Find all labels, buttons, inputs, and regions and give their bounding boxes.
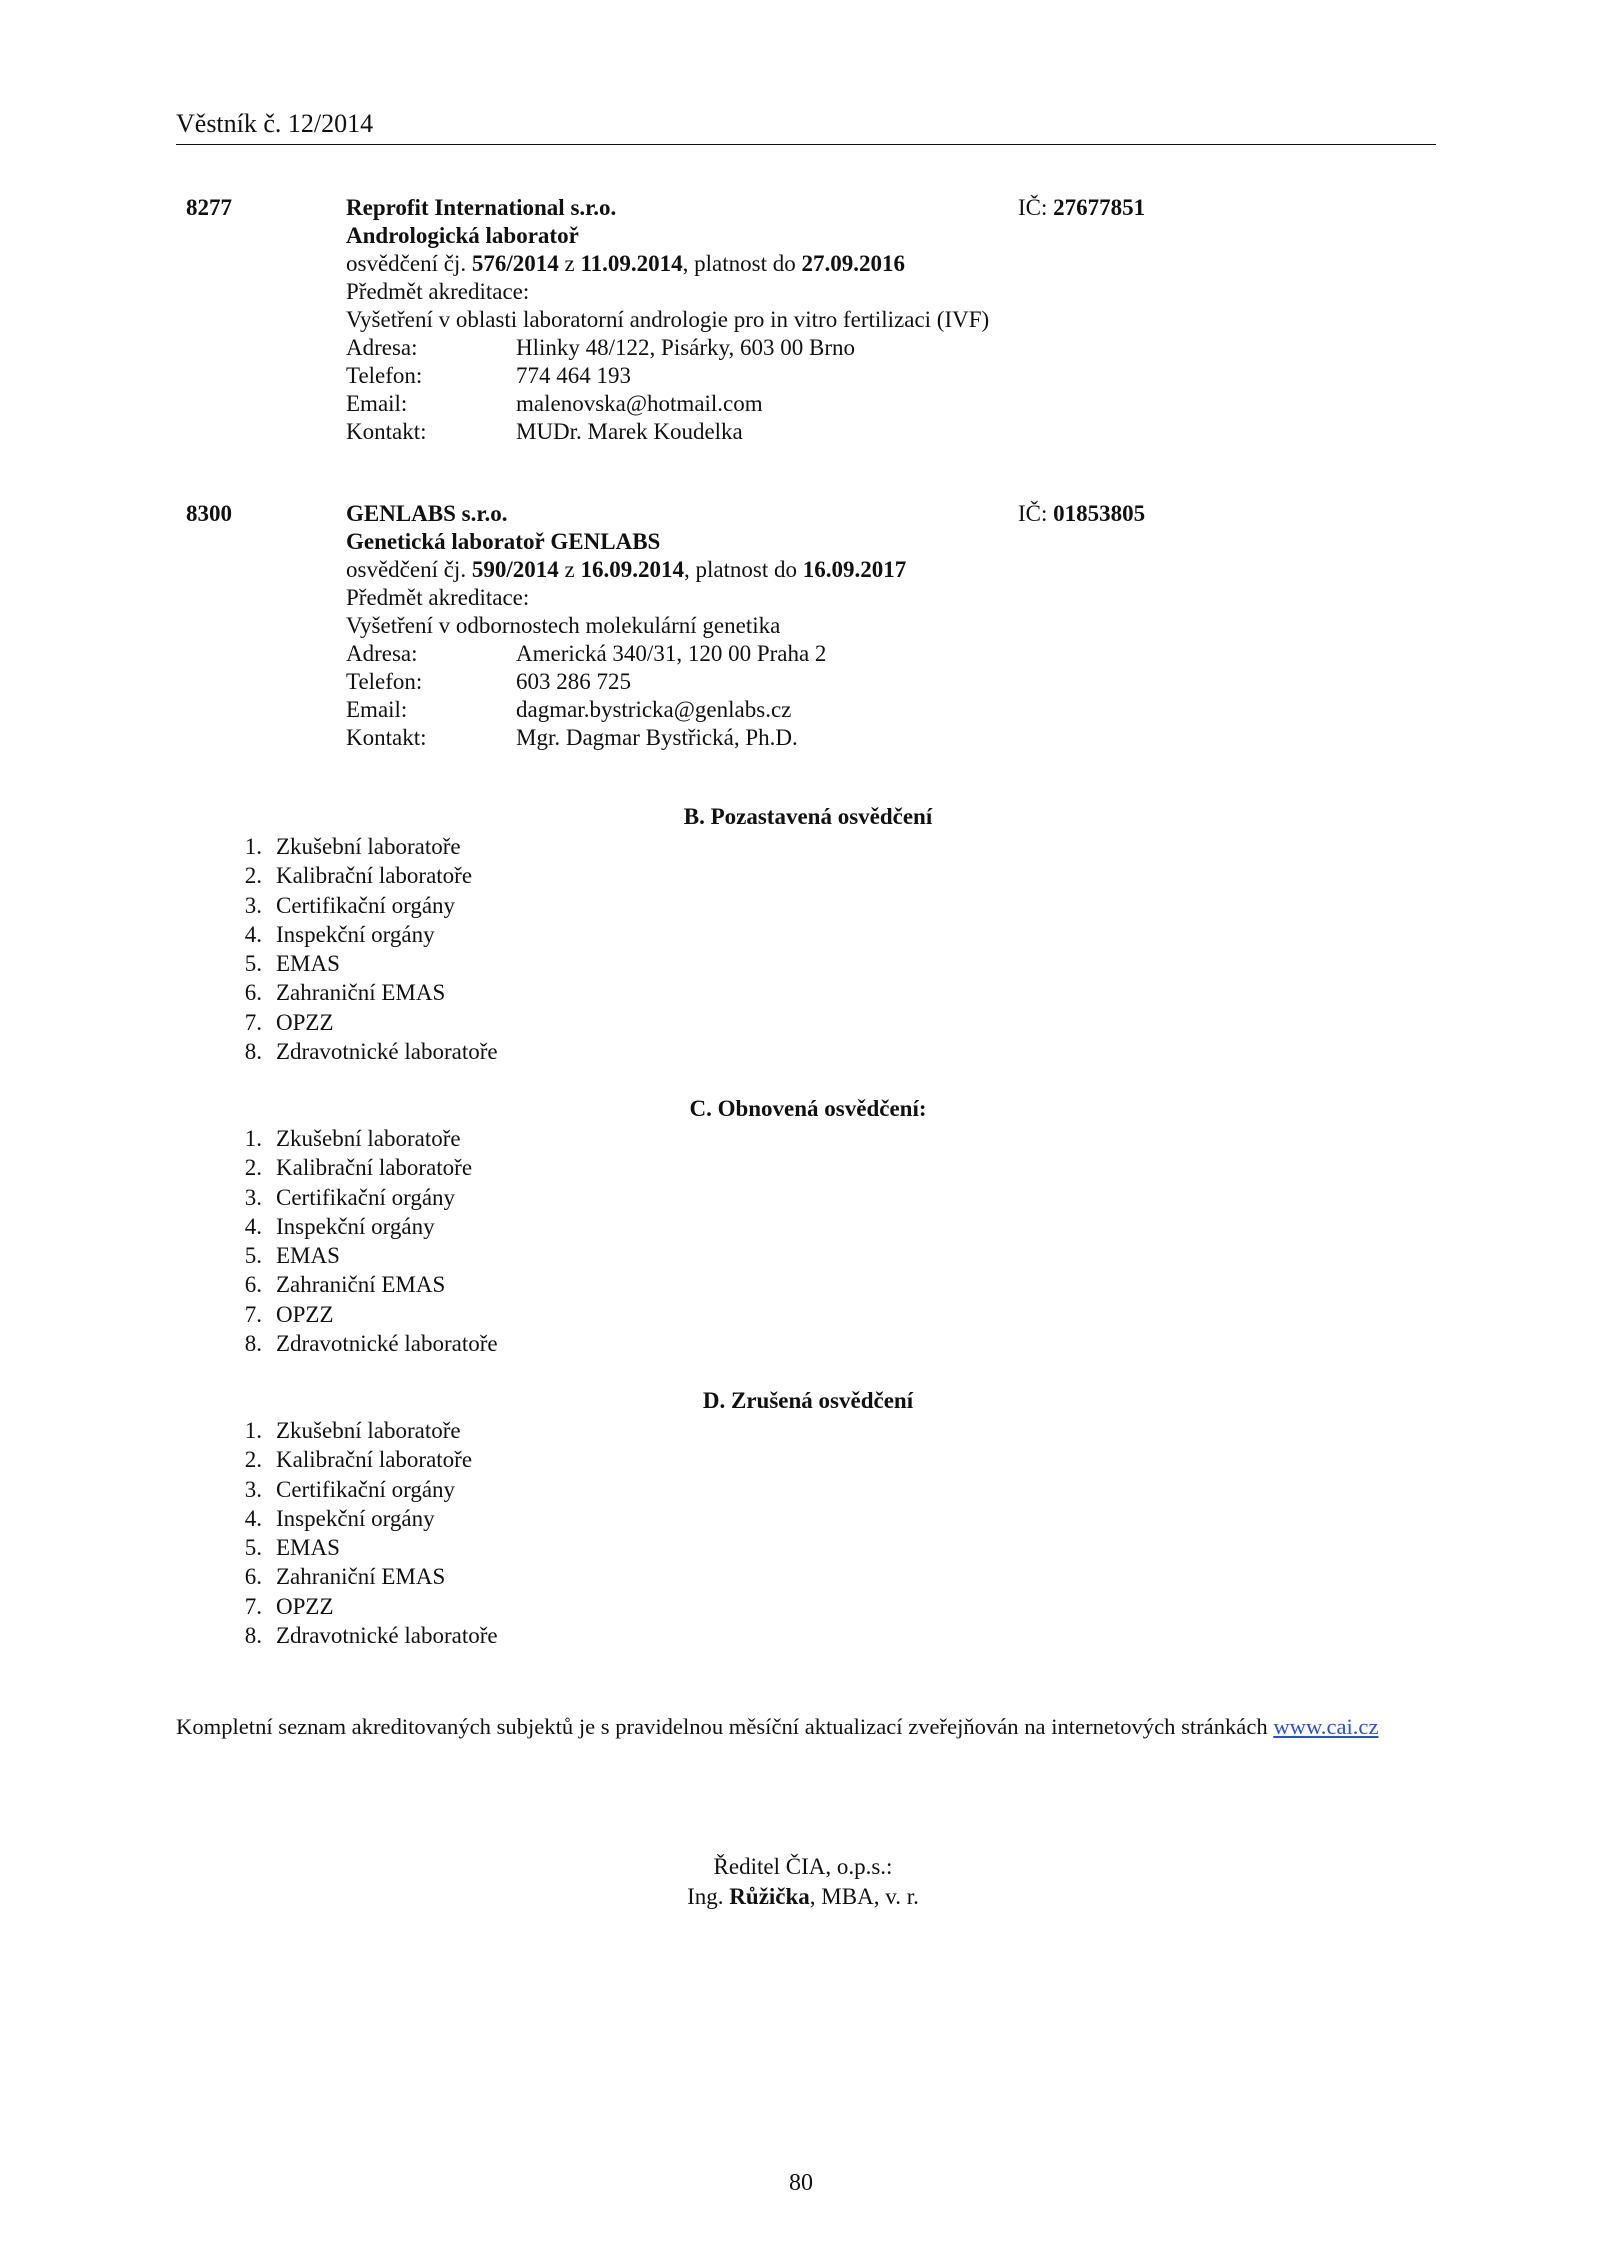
address-label: Adresa: bbox=[346, 641, 418, 666]
item-label: Kalibrační laboratoře bbox=[276, 863, 473, 889]
item-label: EMAS bbox=[276, 1535, 340, 1561]
list-item bbox=[216, 1124, 498, 1153]
list-item bbox=[216, 1504, 498, 1533]
cert-valid-date: 16.09.2017 bbox=[802, 557, 907, 582]
cert-valid-label: , platnost do bbox=[683, 557, 803, 582]
item-label: OPZZ bbox=[276, 1593, 334, 1619]
ic-number bbox=[1018, 500, 1145, 528]
signature-prefix: Ing. bbox=[687, 1884, 730, 1909]
cert-z: z bbox=[558, 557, 581, 582]
journal-title: Věstník č. 12/2014 bbox=[176, 109, 374, 138]
email-row bbox=[346, 390, 1246, 418]
section-list bbox=[216, 1416, 498, 1650]
lab-name: Andrologická laboratoř bbox=[346, 223, 579, 248]
item-label: Inspekční orgány bbox=[276, 1213, 435, 1239]
list-item bbox=[216, 1562, 498, 1591]
item-label: Inspekční orgány bbox=[276, 1505, 435, 1531]
item-number: 2. bbox=[244, 1155, 262, 1181]
signature-surname: Růžička bbox=[729, 1884, 810, 1909]
item-label: Certifikační orgány bbox=[276, 1184, 456, 1210]
item-number: 2. bbox=[244, 1447, 262, 1473]
page-header bbox=[176, 108, 1436, 145]
email-value: malenovska@hotmail.com bbox=[516, 391, 763, 416]
item-number: 6. bbox=[244, 1272, 262, 1298]
email-value: dagmar.bystricka@genlabs.cz bbox=[516, 697, 792, 722]
list-item bbox=[216, 1329, 498, 1358]
section-title: D. Zrušená osvědčení bbox=[702, 1388, 914, 1413]
list-item bbox=[216, 1475, 498, 1504]
item-number: 8. bbox=[244, 1039, 262, 1065]
entry-number: 8300 bbox=[186, 501, 232, 526]
item-number: 1. bbox=[244, 1126, 262, 1151]
email-label: Email: bbox=[346, 697, 408, 722]
ic-label: IČ: bbox=[1018, 501, 1054, 526]
ic-value: 01853805 bbox=[1053, 501, 1146, 526]
entry-body bbox=[346, 194, 1246, 446]
item-number: 1. bbox=[244, 1418, 262, 1443]
subject-label: Předmět akreditace: bbox=[346, 279, 530, 304]
item-label: Kalibrační laboratoře bbox=[276, 1155, 473, 1181]
item-label: EMAS bbox=[276, 951, 340, 977]
item-number: 7. bbox=[244, 1593, 262, 1619]
item-label: Kalibrační laboratoře bbox=[276, 1447, 473, 1473]
item-label: Zkušební laboratoře bbox=[276, 1418, 461, 1443]
phone-label: Telefon: bbox=[346, 669, 423, 694]
list-item bbox=[216, 1300, 498, 1329]
list-item bbox=[216, 1270, 498, 1299]
company-name: Reprofit International s.r.o. bbox=[346, 195, 617, 220]
item-label: Zahraniční EMAS bbox=[276, 980, 446, 1006]
page-number: 80 bbox=[789, 2170, 813, 2196]
item-number: 6. bbox=[244, 980, 262, 1006]
lab-name: Genetická laboratoř GENLABS bbox=[346, 529, 661, 554]
list-item bbox=[216, 1037, 498, 1066]
list-item bbox=[216, 949, 498, 978]
phone-value: 774 464 193 bbox=[516, 363, 631, 388]
item-label: EMAS bbox=[276, 1243, 340, 1269]
contact-value: MUDr. Marek Koudelka bbox=[516, 419, 743, 444]
signature-name bbox=[0, 1882, 1600, 1912]
address-row bbox=[346, 334, 1246, 362]
item-label: Zkušební laboratoře bbox=[276, 1126, 461, 1151]
list-item bbox=[216, 1533, 498, 1562]
item-number: 7. bbox=[244, 1301, 262, 1327]
phone-row bbox=[346, 668, 1246, 696]
email-label: Email: bbox=[346, 391, 408, 416]
item-label: OPZZ bbox=[276, 1301, 334, 1327]
list-item bbox=[216, 1241, 498, 1270]
ic-number bbox=[1018, 194, 1145, 222]
signature-suffix: , MBA, v. r. bbox=[809, 1884, 919, 1909]
contact-row bbox=[346, 724, 1246, 752]
contact-row bbox=[346, 418, 1246, 446]
item-number: 3. bbox=[244, 1184, 262, 1210]
item-label: Zahraniční EMAS bbox=[276, 1564, 446, 1590]
cert-date: 16.09.2014 bbox=[580, 557, 684, 582]
company-name: GENLABS s.r.o. bbox=[346, 501, 508, 526]
item-number: 4. bbox=[244, 1213, 262, 1239]
list-item bbox=[216, 1416, 498, 1445]
item-number: 8. bbox=[244, 1623, 262, 1649]
item-number: 4. bbox=[244, 921, 262, 947]
item-number: 5. bbox=[244, 951, 262, 977]
signature-title: Ředitel ČIA, o.p.s.: bbox=[713, 1854, 893, 1879]
section-list bbox=[216, 1124, 498, 1358]
list-item bbox=[216, 920, 498, 949]
footer-note bbox=[176, 1712, 1438, 1742]
phone-value: 603 286 725 bbox=[516, 669, 631, 694]
list-item bbox=[216, 861, 498, 890]
list-item bbox=[216, 1621, 498, 1650]
contact-value: Mgr. Dagmar Bystřická, Ph.D. bbox=[516, 725, 798, 750]
item-number: 5. bbox=[244, 1535, 262, 1561]
subject-text: Vyšetření v oblasti laboratorní andrologie pro in vitro fertilizaci (IVF) bbox=[346, 307, 990, 332]
email-row bbox=[346, 696, 1246, 724]
item-label: Zdravotnické laboratoře bbox=[276, 1623, 498, 1649]
list-item bbox=[216, 978, 498, 1007]
item-number: 3. bbox=[244, 892, 262, 918]
entry-body bbox=[346, 500, 1246, 752]
cert-valid-label: , platnost do bbox=[682, 251, 802, 276]
contact-label: Kontakt: bbox=[346, 419, 427, 444]
item-number: 2. bbox=[244, 863, 262, 889]
list-item bbox=[216, 832, 498, 861]
cert-number: 590/2014 bbox=[471, 557, 559, 582]
list-item bbox=[216, 1008, 498, 1037]
cert-prefix: osvědčení čj. bbox=[346, 557, 472, 582]
cai-website-link[interactable]: www.cai.cz bbox=[1273, 1714, 1379, 1739]
cert-number: 576/2014 bbox=[471, 251, 559, 276]
address-row bbox=[346, 640, 1246, 668]
cert-valid-date: 27.09.2016 bbox=[801, 251, 906, 276]
item-number: 5. bbox=[244, 1243, 262, 1269]
section-title: C. Obnovená osvědčení: bbox=[689, 1096, 927, 1121]
item-label: Zdravotnické laboratoře bbox=[276, 1331, 498, 1357]
list-item bbox=[216, 1445, 498, 1474]
list-item bbox=[216, 1592, 498, 1621]
item-label: Certifikační orgány bbox=[276, 892, 456, 918]
list-item bbox=[216, 1212, 498, 1241]
ic-value: 27677851 bbox=[1053, 195, 1146, 220]
list-item bbox=[216, 891, 498, 920]
certificate-line bbox=[346, 556, 1246, 584]
contact-label: Kontakt: bbox=[346, 725, 427, 750]
address-label: Adresa: bbox=[346, 335, 418, 360]
item-number: 6. bbox=[244, 1564, 262, 1590]
item-label: Zahraniční EMAS bbox=[276, 1272, 446, 1298]
section-list bbox=[216, 832, 498, 1066]
list-item bbox=[216, 1183, 498, 1212]
address-value: Hlinky 48/122, Pisárky, 603 00 Brno bbox=[516, 335, 856, 360]
item-number: 7. bbox=[244, 1009, 262, 1035]
entry-number: 8277 bbox=[186, 195, 232, 220]
certificate-line bbox=[346, 250, 1246, 278]
item-label: Zdravotnické laboratoře bbox=[276, 1039, 498, 1065]
cert-z: z bbox=[558, 251, 581, 276]
item-number: 4. bbox=[244, 1505, 262, 1531]
subject-label: Předmět akreditace: bbox=[346, 585, 530, 610]
footer-note-text: Kompletní seznam akreditovaných subjektů je s pravidelnou měsíční aktualizací zveřejňován na internetových stránkách bbox=[176, 1714, 1274, 1739]
phone-row bbox=[346, 362, 1246, 390]
item-number: 3. bbox=[244, 1476, 262, 1502]
cert-prefix: osvědčení čj. bbox=[346, 251, 472, 276]
address-value: Americká 340/31, 120 00 Praha 2 bbox=[516, 641, 827, 666]
cert-date: 11.09.2014 bbox=[580, 251, 683, 276]
item-number: 1. bbox=[244, 834, 262, 859]
item-label: Zkušební laboratoře bbox=[276, 834, 461, 859]
list-item bbox=[216, 1153, 498, 1182]
phone-label: Telefon: bbox=[346, 363, 423, 388]
ic-label: IČ: bbox=[1018, 195, 1054, 220]
item-label: Certifikační orgány bbox=[276, 1476, 456, 1502]
item-number: 8. bbox=[244, 1331, 262, 1357]
item-label: Inspekční orgány bbox=[276, 921, 435, 947]
item-label: OPZZ bbox=[276, 1009, 334, 1035]
subject-text: Vyšetření v odbornostech molekulární genetika bbox=[346, 613, 781, 638]
section-title: B. Pozastavená osvědčení bbox=[683, 804, 933, 829]
